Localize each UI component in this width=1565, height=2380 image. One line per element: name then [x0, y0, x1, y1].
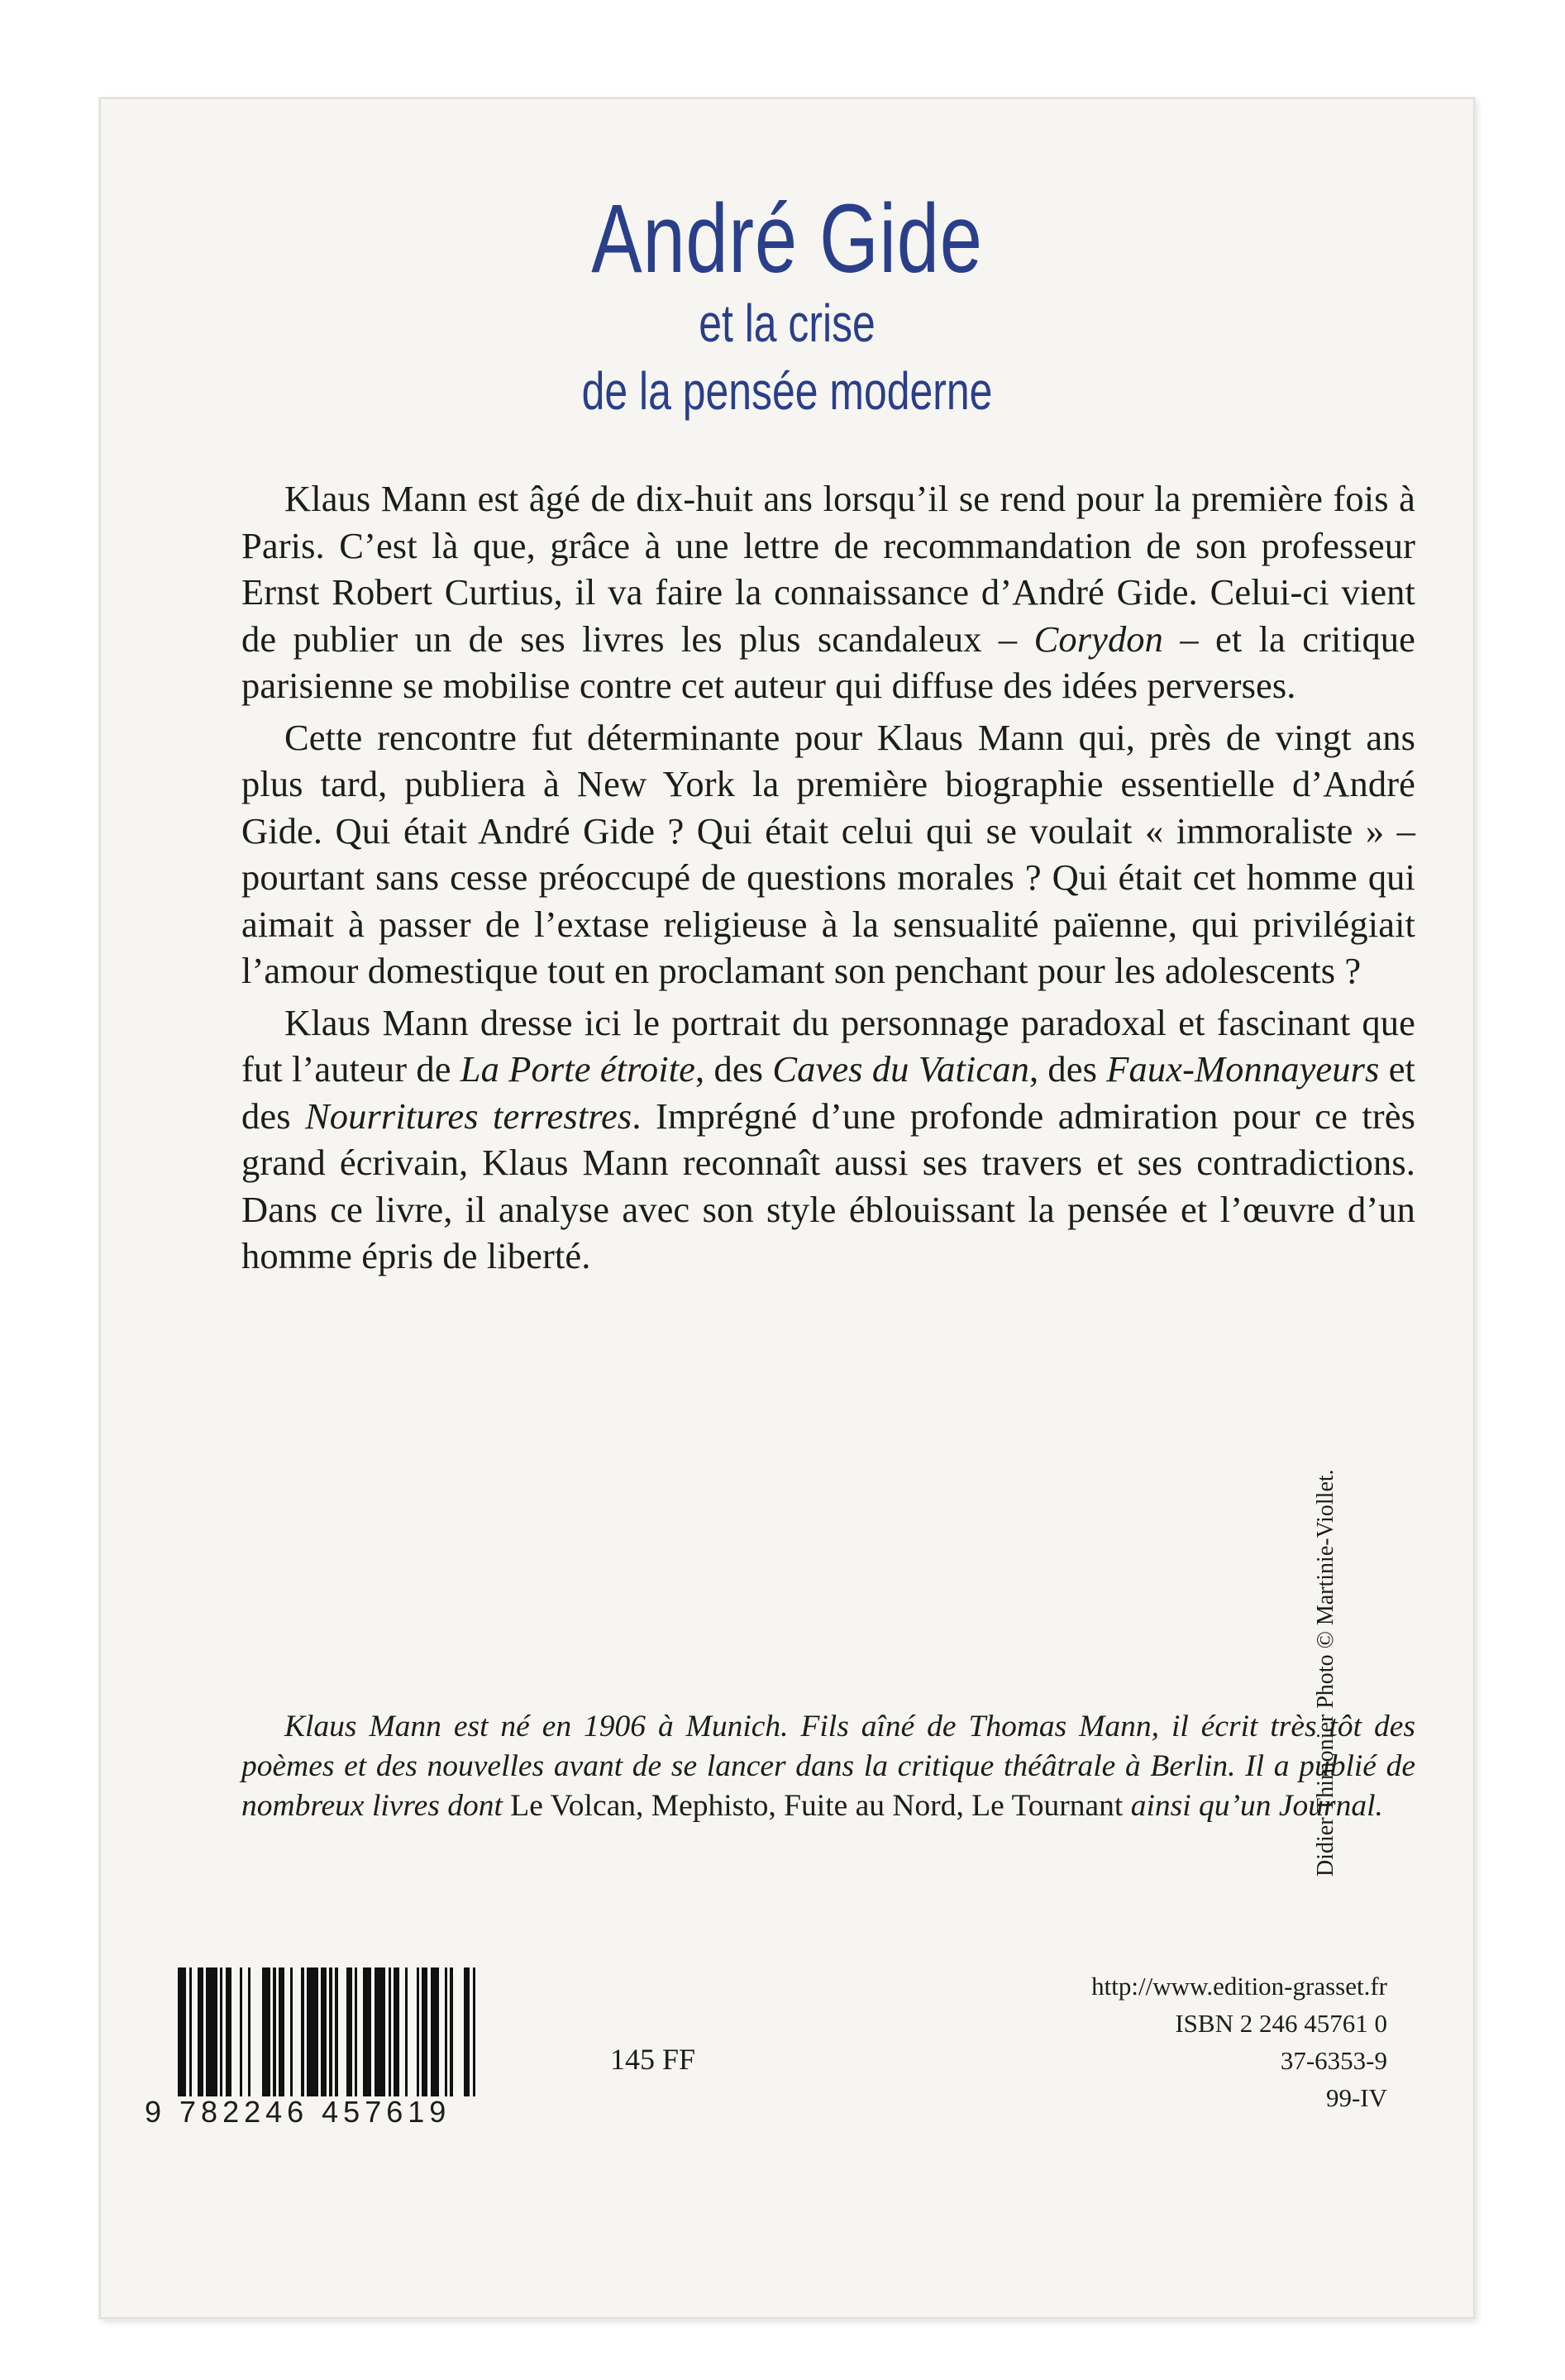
blurb-text: et des — [241, 1048, 1416, 1137]
barcode-digits: 9 782246 457619 — [145, 2095, 451, 2129]
barcode-space — [453, 1967, 465, 2096]
blurb-text: . Imprégné d’une profonde admiration pour ce très grand écrivain, Klaus Mann reconnaît aussi ses travers et ses contradictions. Dans ce livre, il analyse avec son style éblouissant la pensée et l’œuvre d’un homme épris de liberté. — [241, 1095, 1415, 1276]
barcode-space — [192, 1967, 198, 2096]
barcode-bar — [178, 1967, 186, 2096]
barcode-bar — [198, 1967, 203, 2096]
book-subtitle-line-1: et la crise — [699, 293, 876, 353]
book-subtitle-line-2: de la pensée moderne — [581, 361, 993, 422]
barcode-space — [293, 1967, 301, 2096]
book-title-ref: La Porte étroite — [460, 1048, 696, 1090]
book-title-ref: Corydon — [1033, 618, 1164, 660]
barcode-space — [408, 1967, 416, 2096]
bio-text: Journal. — [1278, 1789, 1383, 1823]
publisher-url: http://www.edition-grasset.fr — [1091, 1972, 1387, 2001]
barcode-bar — [226, 1967, 231, 2096]
blurb-text: , des — [695, 1048, 773, 1090]
barcode-space — [242, 1967, 248, 2096]
barcode-bar — [394, 1967, 399, 2096]
barcode-space — [284, 1967, 290, 2096]
barcode-bar — [464, 1967, 470, 2096]
book-title-ref: Caves du Vatican — [772, 1048, 1029, 1090]
barcode-space — [250, 1967, 262, 2096]
catalog-code: 37-6353-9 — [1280, 2046, 1387, 2075]
bio-text: ainsi qu’un — [1123, 1789, 1279, 1823]
barcode-bar — [307, 1967, 318, 2096]
isbn-barcode — [145, 1967, 550, 2130]
barcode-space — [399, 1967, 405, 2096]
blurb-text: Klaus Mann dresse ici le portrait du personnage paradoxal et fascinant que fut l’auteur de — [241, 1001, 1415, 1090]
barcode-space — [338, 1967, 346, 2096]
photo-credit: Didier Thimonier Photo © Martinie-Viollet. — [1313, 1469, 1338, 1877]
barcode-bar — [279, 1967, 284, 2096]
book-title-ref: Faux-Monnayeurs — [1106, 1048, 1380, 1090]
barcode-bar — [262, 1967, 270, 2096]
blurb-text: Klaus Mann est âgé de dix-huit ans lorsqu’il se rend pour la première fois à Paris. C’est là que, grâce à une lettre de recommandation de son professeur Ernst Robert Curtius, il va faire la connaissance d’André Gide. Celui-ci vient de publier un de ses livres les plus scandaleux – — [241, 478, 1415, 660]
barcode-space — [475, 1967, 484, 2096]
isbn-number: ISBN 2 246 45761 0 — [1175, 2009, 1387, 2038]
price: 145 FF — [610, 2043, 696, 2076]
barcode-bar — [346, 1967, 352, 2096]
book-title-ref: Nourritures terrestres — [305, 1095, 632, 1137]
blurb-paragraph-3 — [241, 999, 1415, 1280]
blurb-text: , des — [1028, 1048, 1107, 1090]
blurb-paragraph-1 — [241, 475, 1415, 709]
book-title-block — [101, 184, 1473, 423]
barcode-space — [357, 1967, 363, 2096]
barcode-bar — [321, 1967, 327, 2096]
barcode-space — [439, 1967, 445, 2096]
author-bio-paragraph — [241, 1707, 1415, 1826]
barcode-bar — [422, 1967, 427, 2096]
blurb — [241, 475, 1415, 1280]
blurb-text: – et la critique parisienne se mobilise contre cet auteur qui diffuse des idées perverses. — [241, 618, 1415, 706]
publisher-info — [1091, 1967, 1387, 2116]
barcode-bars — [178, 1967, 550, 2096]
edition-code: 99-IV — [1325, 2083, 1387, 2112]
bio-text: Klaus Mann est né en 1906 à Munich. Fils aîné de Thomas Mann, il écrit très tôt des poèmes et des nouvelles avant de se lancer dans la critique théâtrale à Berlin. Il a publié de nombreux livres dont — [241, 1710, 1415, 1823]
author-bio — [241, 1707, 1415, 1826]
book-titles-list: Le Volcan, Mephisto, Fuite au Nord, Le Tournant — [510, 1789, 1124, 1823]
blurb-paragraph-2: Cette rencontre fut déterminante pour Klaus Mann qui, près de vingt ans plus tard, publiera à New York la première biographie essentielle d’André Gide. Qui était André Gide ? Qui était celui qui se voulait « immoraliste » – pourtant sans cesse préoccupé de questions morales ? Qui était cet homme qui aimait à passer de l’extase religieuse à la sensualité païenne, qui privilégiait l’amour domestique tout en proclamant son penchant pour les adolescents ? — [241, 716, 1415, 991]
barcode-bar — [375, 1967, 386, 2096]
barcode-bar — [206, 1967, 217, 2096]
barcode-space — [231, 1967, 240, 2096]
barcode-bar — [363, 1967, 371, 2096]
book-title: André Gide — [591, 184, 983, 293]
barcode-bar — [431, 1967, 439, 2096]
